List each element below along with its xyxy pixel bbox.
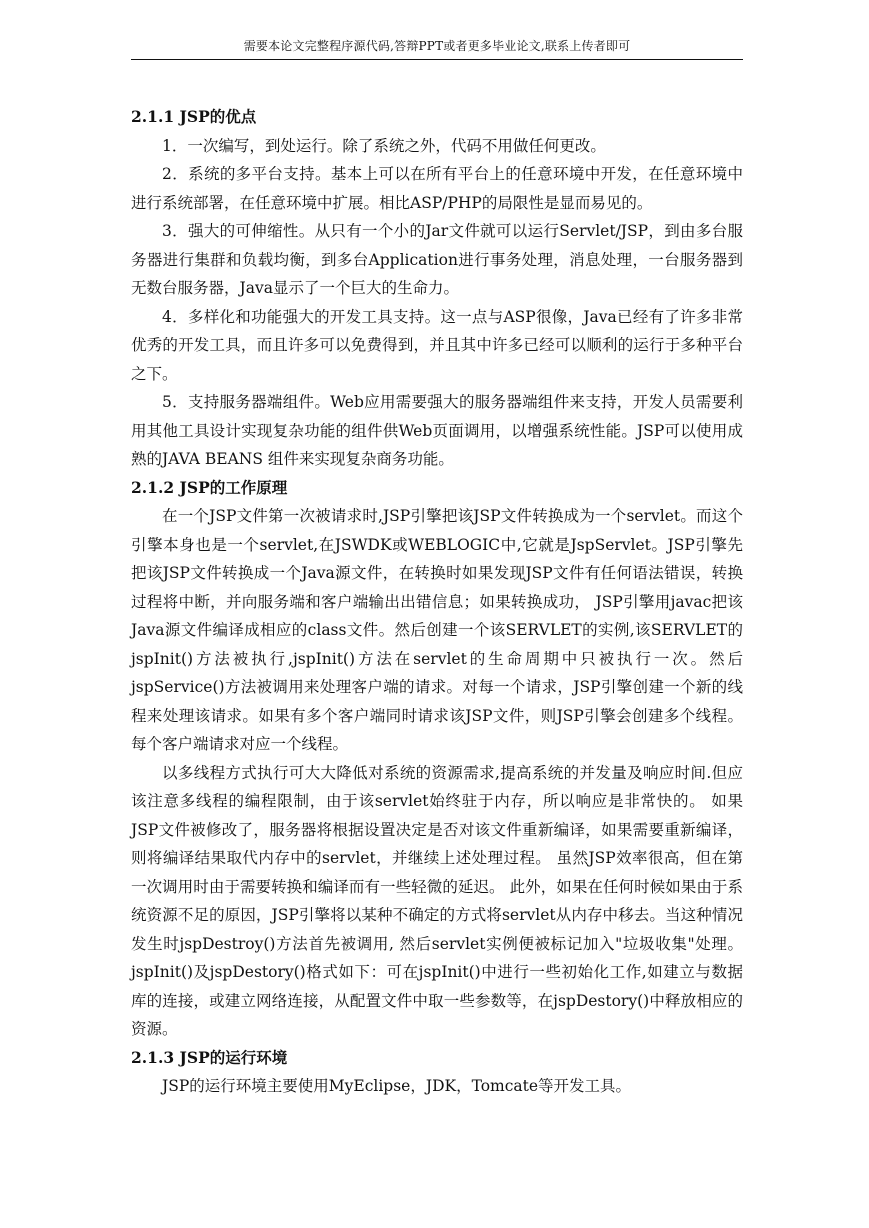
header-divider (131, 59, 743, 60)
section-heading: 2.1.3 JSP的运行环境 (131, 1047, 288, 1067)
section-jsp-working-principle (131, 474, 743, 1044)
paragraph: 1．一次编写，到处运行。除了系统之外，代码不用做任何更改。 (162, 136, 606, 155)
paragraph: 以多线程方式执行可大大降低对系统的资源需求,提高系统的并发量及响应时间.但应该注意多线程的编程限制，由于该servlet始终驻于内存，所以响应是非常快的。 如果JSP文件被修改了，服务器将根据设置决定是否对该文件重新编译，如果需要重新编译，则将编译结果取代内存中的servlet，并继续上述处理过程。 虽然JSP效率很高，但在第一次调用时由于需要转换和编译而有一些轻微的延迟。 此外，如果在任何时候如果由于系统资源不足的原因，JSP引擎将以某种不确定的方式将servlet从内存中移去。当这种情况发生时jspDestroy()方法首先被调用, 然后servlet实例便被标记加入"垃圾收集"处理。 jspInit()及jspDestory()格式如下：可在jspInit()中进行一些初始化工作,如建立与数据库的连接，或建立网络连接，从配置文件中取一些参数等，在jspDestory()中释放相应的资源。 (131, 763, 743, 1038)
section-jsp-advantages (131, 103, 743, 474)
paragraph: 2．系统的多平台支持。基本上可以在所有平台上的任意环境中开发，在任意环境中进行系统部署，在任意环境中扩展。相比ASP/PHP的局限性是显而易见的。 (131, 165, 743, 212)
document-body (131, 103, 743, 1101)
paragraph: 在一个JSP文件第一次被请求时,JSP引擎把该JSP文件转换成为一个servlet。而这个引擎本身也是一个servlet,在JSWDK或WEBLOGIC中,它就是JspServlet。JSP引擎先把该JSP文件转换成一个Java源文件，在转换时如果发现JSP文件有任何语法错误，转换过程将中断，并向服务端和客户端输出出错信息；如果转换成功， JSP引擎用javac把该Java源文件编译成相应的class文件。然后创建一个该SERVLET的实例,该SERVLET的jspInit()方法被执行,jspInit()方法在servlet的生命周期中只被执行一次。然后jspService()方法被调用来处理客户端的请求。对每一个请求，JSP引擎创建一个新的线程来处理该请求。如果有多个客户端同时请求该JSP文件，则JSP引擎会创建多个线程。每个客户端请求对应一个线程。 (131, 507, 743, 753)
page-header: 需要本论文完整程序源代码,答辩PPT或者更多毕业论文,联系上传者即可 (243, 39, 631, 53)
paragraph: 4．多样化和功能强大的开发工具支持。这一点与ASP很像，Java已经有了许多非常优秀的开发工具，而且许多可以免费得到，并且其中许多已经可以顺利的运行于多种平台之下。 (131, 307, 743, 383)
paragraph: 5．支持服务器端组件。Web应用需要强大的服务器端组件来支持，开发人员需要利用其他工具设计实现复杂功能的组件供Web页面调用，以增强系统性能。JSP可以使用成熟的JAVA BEANS 组件来实现复杂商务功能。 (131, 393, 743, 468)
section-heading: 2.1.1 JSP的优点 (131, 107, 257, 126)
section-jsp-runtime-environment (131, 1044, 743, 1101)
section-heading: 2.1.2 JSP的工作原理 (131, 477, 288, 497)
paragraph: 3．强大的可伸缩性。从只有一个小的Jar文件就可以运行Servlet/JSP，到由多台服务器进行集群和负载均衡，到多台Application进行事务处理，消息处理，一台服务器到无数台服务器，Java显示了一个巨大的生命力。 (131, 222, 743, 297)
paragraph: JSP的运行环境主要使用MyEclipse，JDK，Tomcate等开发工具。 (162, 1077, 632, 1095)
